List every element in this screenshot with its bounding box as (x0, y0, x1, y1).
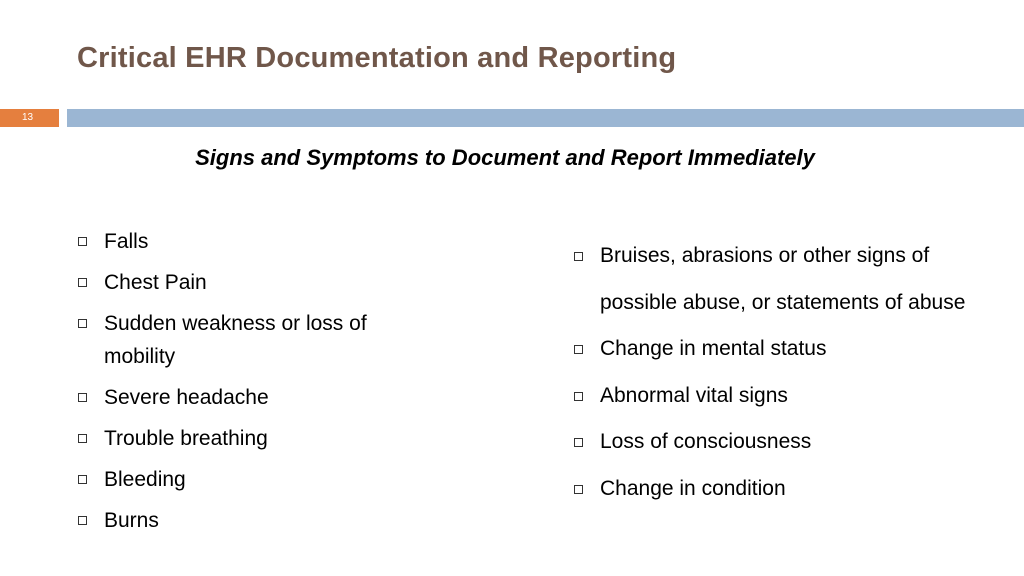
list-item-text: Falls (104, 230, 149, 253)
square-bullet-icon (78, 516, 87, 525)
list-item (573, 466, 993, 513)
list-item (573, 233, 993, 326)
square-bullet-icon (574, 438, 583, 447)
list-item (77, 307, 437, 373)
square-bullet-icon (574, 345, 583, 354)
list-item-text: Severe headache (104, 386, 269, 409)
square-bullet-icon (574, 485, 583, 494)
square-bullet-icon (78, 278, 87, 287)
list-item (573, 373, 993, 420)
list-item-text: Bleeding (104, 468, 186, 491)
list-item (573, 419, 993, 466)
list-item (77, 422, 437, 455)
list-item-text: Abnormal vital signs (600, 383, 788, 407)
square-bullet-icon (78, 475, 87, 484)
list-item-text: Sudden weakness or loss of mobility (104, 312, 367, 368)
list-item (77, 225, 437, 258)
list-item-text: Bruises, abrasions or other signs of possible abuse, or statements of abuse (600, 244, 966, 314)
left-bullet-list (77, 225, 437, 545)
header-bar (67, 109, 1024, 127)
square-bullet-icon (574, 392, 583, 401)
square-bullet-icon (574, 252, 583, 261)
list-item-text: Change in mental status (600, 337, 827, 360)
square-bullet-icon (78, 237, 87, 246)
right-bullet-list (573, 233, 993, 512)
square-bullet-icon (78, 319, 87, 328)
list-item (77, 463, 437, 496)
list-item (77, 266, 437, 299)
list-item (77, 504, 437, 537)
page-number-badge: 13 (0, 109, 59, 127)
list-item-text: Change in condition (600, 476, 786, 500)
list-item (573, 326, 993, 373)
square-bullet-icon (78, 434, 87, 443)
slide-title: Critical EHR Documentation and Reporting (77, 42, 677, 74)
list-item-text: Burns (104, 509, 159, 532)
list-item-text: Trouble breathing (104, 427, 268, 450)
slide-subtitle: Signs and Symptoms to Document and Report Immediately (195, 145, 815, 170)
list-item-text: Loss of consciousness (600, 430, 812, 453)
list-item-text: Chest Pain (104, 271, 207, 294)
list-item (77, 381, 437, 414)
square-bullet-icon (78, 393, 87, 402)
